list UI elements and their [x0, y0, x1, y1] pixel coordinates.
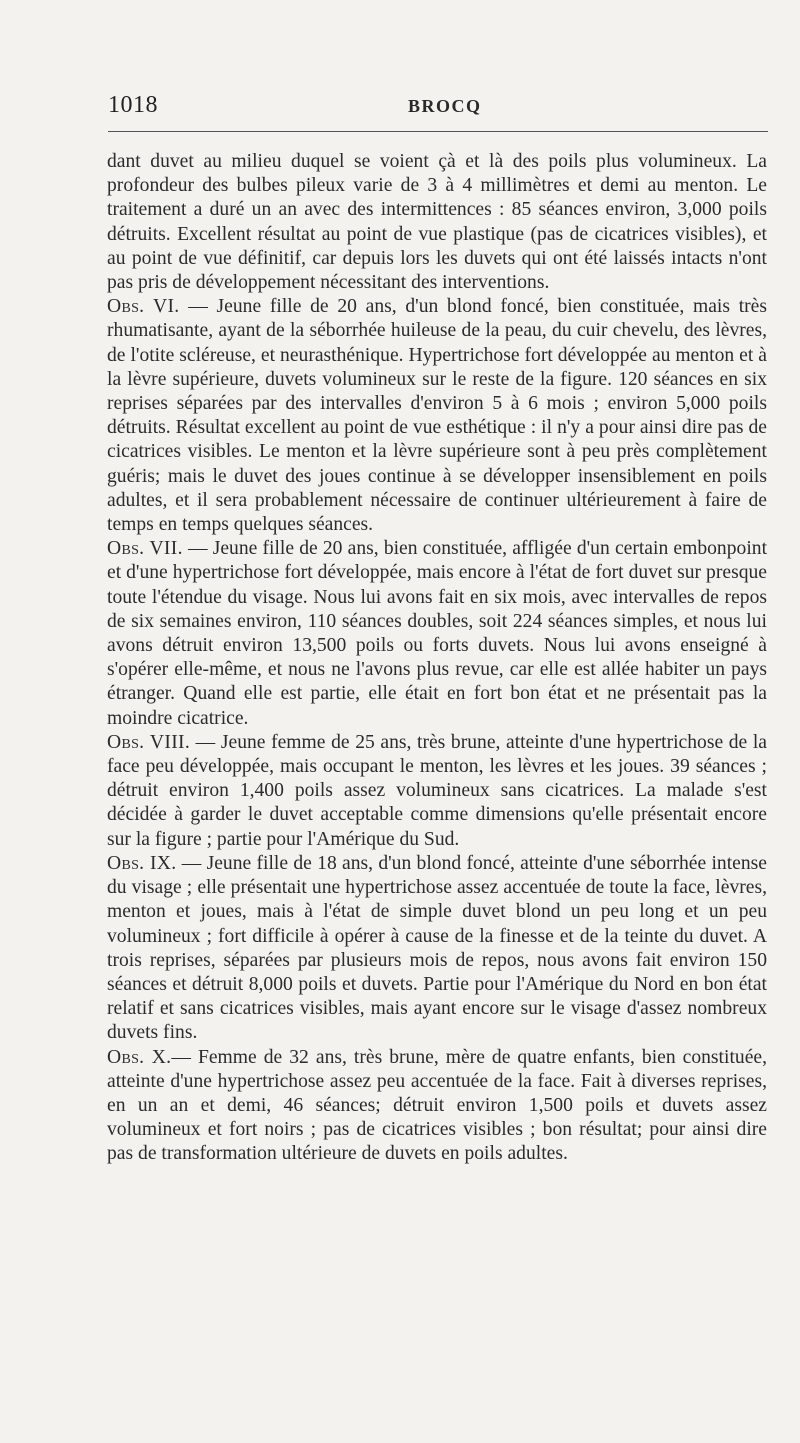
observation-text: — Femme de 32 ans, très brune, mère de quatre enfants, bien constituée, atteinte d'une hypertrichose assez peu accentuée de la face. Fait à diverses reprises, en un an et demi, 46 séances; détruit environ 1,500 poils et duvets assez volumineux et fort noirs ; pas de cicatrices visibles ; bon résultat; pour ainsi dire pas de transformation ultérieure de duvets en poils adultes. [107, 1046, 767, 1165]
paragraph-continuation [107, 150, 767, 295]
page-number: 1018 [108, 92, 158, 118]
observation-x [107, 1046, 767, 1167]
observation-ix [107, 852, 767, 1046]
observation-label: Obs. IX. [107, 852, 177, 874]
observation-text: — Jeune fille de 20 ans, bien constituée, affligée d'un certain embonpoint et d'une hypertrichose fort développée, mais encore à l'état de fort duvet sur presque toute l'étendue du visage. Nous lui avons fait en six mois, avec intervalles de repos de six semaines environ, 110 séances doubles, soit 224 séances simples, et nous lui avons détruit environ 13,500 poils ou forts duvets. Nous lui avons enseigné à s'opérer elle-même, et nous ne l'avons plus revue, car elle est allée habiter un pays étranger. Quand elle est partie, elle était en fort bon état et ne présentait pas la moindre cicatrice. [107, 538, 768, 729]
body-text [107, 150, 767, 1167]
observation-text: — Jeune fille de 18 ans, d'un blond foncé, atteinte d'une séborrhée intense du visage ; elle présentait une hypertrichose assez accentuée de toute la face, lèvres, menton et joues, mais à l'état de simple duvet blond un peu long et un peu volumineux ; fort difficile à opérer à cause de la finesse et de la teinte du duvet. A trois reprises, séparées par plusieurs mois de repos, nous avons fait environ 150 séances et détruit 8,000 poils et duvets. Partie pour l'Amérique du Nord en bon état relatif et sans cicatrices visibles, mais ayant encore sur le visage d'assez nombreux duvets fins. [107, 852, 767, 1044]
running-title: BROCQ [408, 96, 482, 116]
observation-text: — Jeune femme de 25 ans, très brune, atteinte d'une hypertrichose de la face peu développée, mais occupant le menton, les lèvres et les joues. 39 séances ; détruit environ 1,400 poils assez volumineux sans cicatrices. La malade s'est décidée à garder le duvet acceptable comme dimensions qu'elle présentait encore sur la figure ; partie pour l'Amérique du Sud. [107, 731, 768, 850]
running-head [108, 92, 768, 122]
observation-label: Obs. VIII. [107, 731, 191, 753]
observation-viii [107, 731, 767, 852]
observation-label: Obs. VI. [107, 296, 180, 318]
observation-label: Obs. VII. [107, 538, 183, 560]
observation-vii [107, 537, 767, 731]
header-rule [108, 131, 768, 132]
observation-vi [107, 295, 767, 537]
observation-text: — Jeune fille de 20 ans, d'un blond foncé, bien constituée, mais très rhumatisante, ayant de la séborrhée huileuse de la peau, du cuir chevelu, des lèvres, de l'otite scléreuse, et neurasthénique. Hypertrichose fort développée au menton et à la lèvre supérieure, duvets volumineux sur le reste de la figure. 120 séances en six reprises séparées par des intervalles d'environ 5 à 6 mois ; environ 5,000 poils détruits. Résultat excellent au point de vue esthétique : il n'y a pour ainsi dire pas de cicatrices visibles. Le menton et la lèvre supérieure sont à peu près complètement guéris; mais le duvet des joues continue à se développer insensiblement en poils adultes, et il sera probablement nécessaire de continuer ultérieurement à faire de temps en temps quelques séances. [107, 296, 767, 536]
observation-label: Obs. X. [107, 1046, 172, 1068]
paragraph-text: dant duvet au milieu duquel se voient çà et là des poils plus volumineux. La profondeur des bulbes pileux varie de 3 à 4 millimètres et demi au menton. Le traitement a duré un an avec des intermittences : 85 séances environ, 3,000 poils détruits. Excellent résultat au point de vue plastique (pas de cicatrices visibles), et au point de vue définitif, car depuis lors les duvets qui ont été laissés intacts n'ont pas pris de développement nécessitant des interventions. [107, 151, 767, 294]
